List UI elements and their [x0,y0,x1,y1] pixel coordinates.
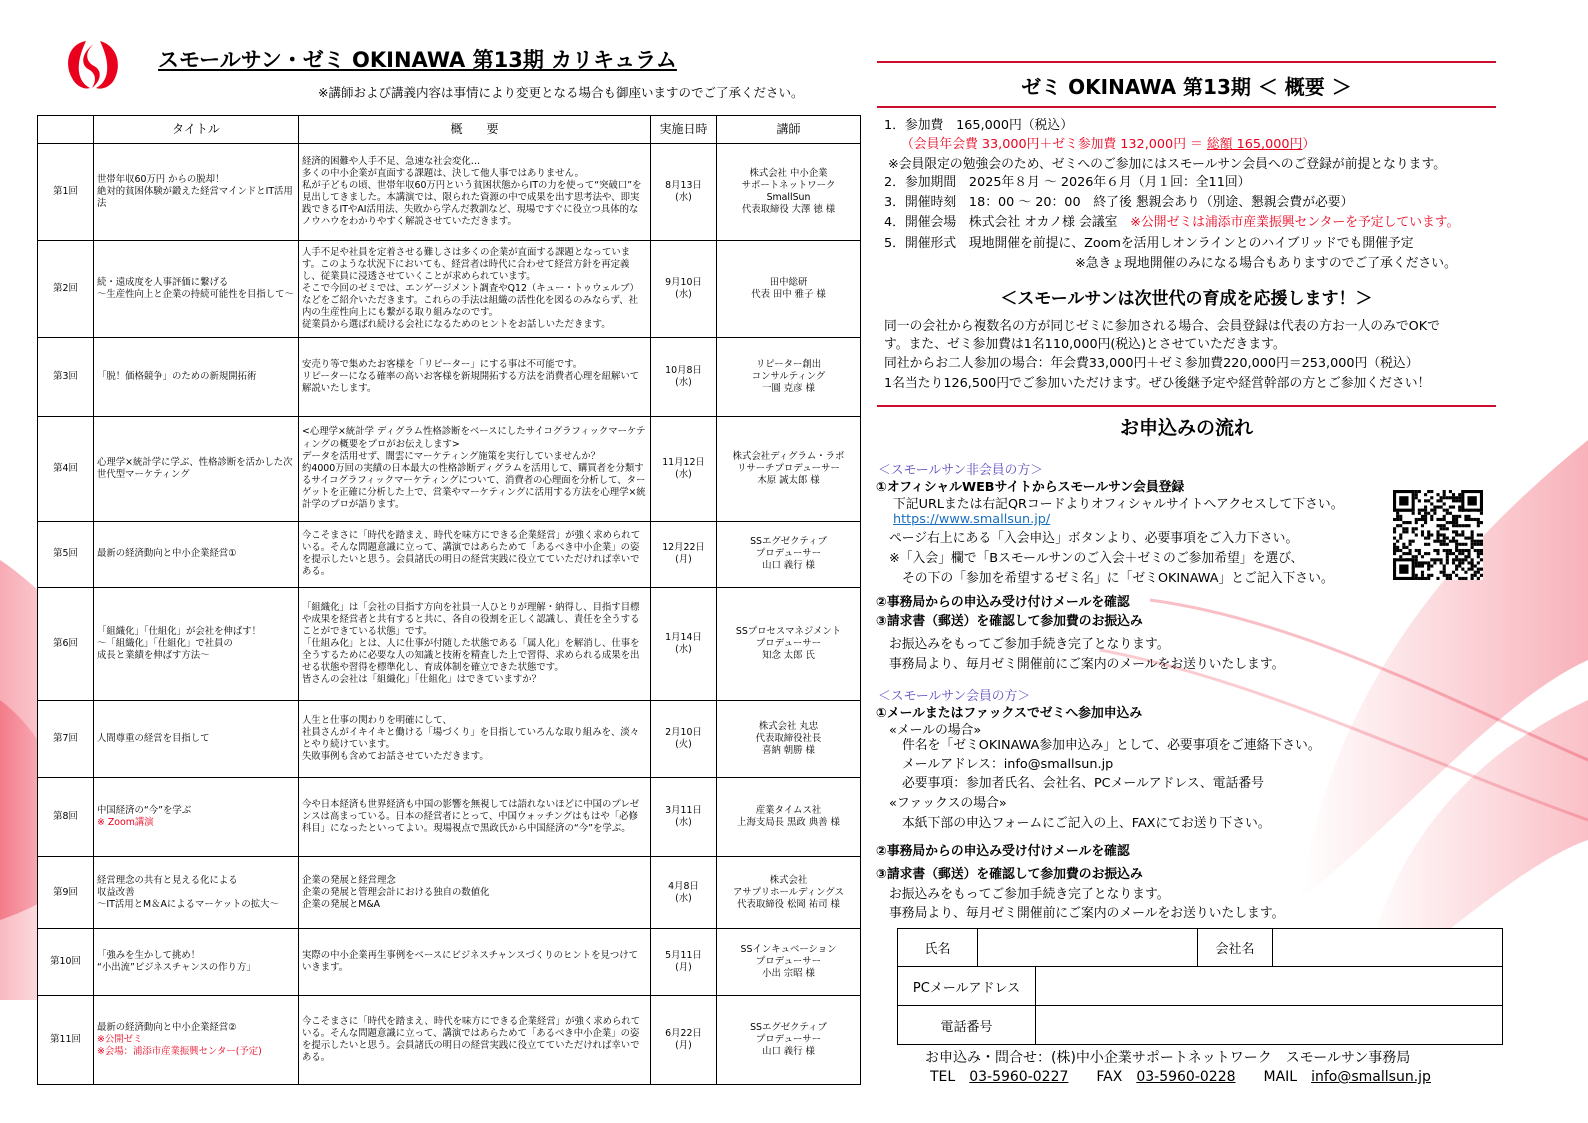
row-date: 8月13日 (水) [651,144,717,241]
row-title-text: 「脱！価格競争」のための新規開拓術 [97,370,257,382]
divider-apply [877,405,1496,407]
row-number: 第4回 [38,416,94,521]
row-summary: 企業の発展と経営理念 企業の発展と管理会計における独自の数値化 企業の発展とM&A [299,856,651,929]
row-number: 第10回 [38,929,94,996]
row-number: 第7回 [38,701,94,778]
form-name-field[interactable] [978,929,1198,967]
row-summary: 経済的困難や人手不足、急速な社会変化… 多くの中小企業が直面する課題は、決して他人事ではありません。 私が子どもの頃、世帯年収60万円という貧困状態からITの力を使って“突破口”を見出してきました。本講演では、限られた資源の中で成果を出す思考法や、即実践できるITやAI活用法、失敗から学んだ教訓など、現場ですぐに役立つ具体的なノウハウをわかりやすく解説させていただきます。 [299,144,651,241]
apply-heading: お申込みの流れ [1119,417,1253,439]
row-speaker: SSインキュベーション プロデューサー 小出 宗昭 様 [717,929,861,996]
member-step-3: ③請求書（郵送）を確認して参加費のお振込み [876,867,1143,882]
member-step-1: ①メールまたはファックスでゼミへ参加申込み [876,706,1143,721]
nonmember-step-3: ③請求書（郵送）を確認して参加費のお振込み [876,614,1143,629]
row-date: 6月22日 (月) [651,996,717,1085]
fee-item: 1．参加費 165,000円（税込） [884,118,1074,133]
contact-line: お申込み・問合せ：(株)中小企業サポートネットワーク スモールサン事務局 [925,1050,1411,1066]
row-number: 第6回 [38,588,94,701]
table-row [38,856,861,929]
member-step-2: ②事務局からの申込み受け付けメールを確認 [876,844,1130,859]
divider-top [877,61,1496,63]
row-date: 2月10日 (火) [651,701,717,778]
smallsun-logo-icon [64,38,122,92]
table-row [38,416,861,521]
table-row [38,521,861,588]
nonmember-step-2: ②事務局からの申込み受け付けメールを確認 [876,595,1130,610]
fee-breakdown: （会員年会費 33,000円＋ゼミ参加費 132,000円 ＝ 総額 165,000円） [901,137,1316,152]
nonmember-step-1c: ※「入会」欄で「Bスモールサンのご入会＋ゼミのご参加希望」を選び、 [889,551,1304,566]
form-email-field[interactable] [1036,967,1503,1006]
nonmember-label: ＜スモールサン非会員の方＞ [878,463,1043,478]
table-row [38,701,861,778]
row-title [94,778,299,857]
format-item: 5．開催形式 現地開催を前提に、Zoomを活用しオンラインとのハイブリッドでも開催予定 [884,236,1414,251]
support-line-1: 同一の会社から複数名の方が同じゼミに参加される場合、会員登録は代表の方お一人のみでOKで [884,319,1440,334]
mail-case-a: 件名を「ゼミOKINAWA参加申込み」として、必要事項をご連絡下さい。 [902,738,1321,753]
support-line-3: 同社からお二人参加の場合：年会費33,000円＋ゼミ参加費220,000円＝253,000円（税込） [884,356,1419,371]
mail-case-b: メールアドレス：info@smallsun.jp [902,757,1114,772]
application-form [897,928,1503,1045]
row-number: 第9回 [38,856,94,929]
form-name-label: 氏名 [898,929,978,967]
row-date: 4月8日 (水) [651,856,717,929]
format-note: ※急きょ現地開催のみになる場合もありますのでご了承ください。 [1075,256,1457,271]
fax-case-label: «ファックスの場合» [889,796,1007,811]
row-speaker: リピーター創出 コンサルティング 一圓 克彦 様 [717,337,861,416]
row-speaker: SSプロセスマネジメント プロデューサー 知念 太郎 氏 [717,588,861,701]
disclaimer-note: ※講師および講義内容は事情により変更となる場合も御座いますのでご了承ください。 [318,85,804,100]
header-summary: 概 要 [299,116,651,144]
row-date: 12月22日 (月) [651,521,717,588]
table-row [38,778,861,857]
divider-overview [877,106,1496,108]
table-header-row [38,116,861,144]
row-title-text: 中国経済の“今”を学ぶ [97,804,192,816]
nonmember-step-1d: その下の「参加を希望するゼミ名」に「ゼミOKINAWA」とご記入下さい。 [902,571,1334,586]
table-row [38,996,861,1085]
row-number: 第2回 [38,240,94,337]
row-title-text: 世帯年収60万円 からの脱却！ 絶対的貧困体験が鍛えた経営マインドとIT活用法 [97,173,293,209]
venue-item: 4．開催会場 株式会社 オカノ様 会議室 ※公開ゼミは浦添市産業振興センターを予定しています。 [884,215,1460,230]
smallsun-url-link[interactable]: https://www.smallsun.jp/ [893,512,1051,527]
table-row [38,337,861,416]
member-step-3a: お振込みをもってご参加手続き完了となります。 [889,887,1170,902]
form-phone-field[interactable] [1036,1006,1503,1045]
row-title [94,521,299,588]
row-title [94,337,299,416]
table-row [38,588,861,701]
header-speaker: 講師 [717,116,861,144]
nonmember-step-1a: 下記URLまたは右記QRコードよりオフィシャルサイトへアクセスして下さい。 [893,497,1344,512]
qr-code-icon [1393,490,1483,580]
row-title-text: 経営理念の共有と見える化による 収益改善 ～IT活用とM＆Aによるマーケットの拡大～ [97,874,279,910]
row-date: 10月8日 (水) [651,337,717,416]
row-speaker: SSエグゼクティブ プロデューサー 山口 義行 様 [717,521,861,588]
nonmember-step-3b: 事務局より、毎月ゼミ開催前にご案内のメールをお送りいたします。 [889,657,1285,672]
curriculum-table [37,115,861,1085]
form-phone-label: 電話番号 [898,1006,1036,1045]
row-summary: 今や日本経済も世界経済も中国の影響を無視しては語れないほどに中国のプレゼンスは高まっている。日本の経営者にとって、中国ウォッチングはもはや「必修科目」になったといってよい。現場視点で黒政氏から中国経済の“今”を学ぶ。 [299,778,651,857]
member-step-3b: 事務局より、毎月ゼミ開催前にご案内のメールをお送りいたします。 [889,906,1285,921]
table-row [38,929,861,996]
row-title-note: ※公開ゼミ ※会場：浦添市産業振興センター(予定) [97,1034,262,1058]
form-company-field[interactable] [1273,929,1503,967]
period-item: 2．参加期間 2025年８月 ～ 2026年６月（月１回：全11回） [884,175,1251,190]
row-title-note: ※ Zoom講演 [97,816,154,828]
row-summary: <心理学×統計学 ディグラム性格診断をベースにしたサイコグラフィックマーケティングの概要をプロがお伝えします> データを活用せず、闇雲にマーケティング施策を実行していませんか？ 約4000万回の実績の日本最大の性格診断ディグラムを活用して、購買者を分類するサイコグラフィックマーケティングについて、消費者の心理面を分析して、ターゲットを正確に分析した上で、営業やマーケティングに活用する方法を心理学×統計学のプロが語ります。 [299,416,651,521]
row-summary: 人手不足や社員を定着させる難しさは多くの企業が直面する課題となっています。このような状況下においても、経営者は時代に合わせて経営方針を再定義し、従業員に浸透させていくことが求められています。 そこで今回のゼミでは、エンゲージメント調査やQ12（キュー・トゥウェルブ）などをご紹介いただきます。これらの手法は組織の活性化を図るのみならず、社内の生産性向上にも繋がる取り組みなのです。 従業員から選ばれ続ける会社になるためのヒントをお話しいただきます。 [299,240,651,337]
row-summary: 実際の中小企業再生事例をベースにビジネスチャンスづくりのヒントを見つけていきます。 [299,929,651,996]
overview-heading: ゼミ OKINAWA 第13期 ＜ 概要 ＞ [1021,75,1352,99]
row-date: 3月11日 (水) [651,778,717,857]
contact-mail[interactable]: info@smallsun.jp [1311,1069,1431,1085]
row-title [94,701,299,778]
row-summary: 人生と仕事の関わりを明確にして、 社員さんがイキイキと働ける「場づくり」を目指していろんな取り組みを、淡々とやり続けています。 失敗事例も含めてお話させていただきます。 [299,701,651,778]
header-title: タイトル [94,116,299,144]
mail-case-c: 必要事項：参加者氏名、会社名、PCメールアドレス、電話番号 [902,776,1264,791]
row-title [94,240,299,337]
row-title-text: 心理学×統計学に学ぶ、性格診断を活かした次世代型マーケティング [97,456,293,480]
row-title [94,929,299,996]
row-number: 第3回 [38,337,94,416]
row-title [94,996,299,1085]
row-summary: 今こそまさに「時代を踏まえ、時代を味方にできる企業経営」が強く求められている。そんな問題意識に立って、講演ではあらためて「あるべき中小企業」の姿を提示したいと思う。会員諸氏の明日の経営実践に役立てていただければ幸いである。 [299,996,651,1085]
row-summary: 安売り等で集めたお客様を「リピーター」にする事は不可能です。 リピーターになる確率の高いお客様を新規開拓する方法を消費者心理を紐解いて解説いたします。 [299,337,651,416]
row-speaker: 田中総研 代表 田中 雅子 様 [717,240,861,337]
row-title-text: 「組織化」「仕組化」が会社を伸ばす！ ～「組織化」「仕組化」で社員の 成長と業績を伸ばす方法～ [97,626,262,662]
row-speaker: 株式会社 丸忠 代表取締役社長 喜納 朝勝 様 [717,701,861,778]
support-heading: ＜スモールサンは次世代の育成を応援します！＞ [1000,289,1373,309]
time-item: 3．開催時刻 18：00 ～ 20：00 終了後 懇親会あり（別途、懇親会費が必要） [884,195,1354,210]
support-line-4: 1名当たり126,500円でご参加いただけます。ぜひ後継予定や経営幹部の方とご参加ください！ [884,376,1431,391]
row-speaker: 株式会社 中小企業 サポートネットワーク SmallSun 代表取締役 大澤 徳 様 [717,144,861,241]
contact-tel[interactable]: 03-5960-0227 [969,1069,1069,1085]
row-summary: 「組織化」は「会社の目指す方向を社員一人ひとりが理解・納得し、目指す目標や成果を経営者と共有すると共に、各自の役割を正しく認識し、責任を全うすることができている状態」です。 「仕組み化」とは、人に仕事が付随した状態である「属人化」を解消し、仕事を全うするために必要な人の知識と技術を精査した上で習得、求められる成果を出せる状態や習得を標準化し、育成体制を確立できた状態です。 皆さんの会社は「組織化」「仕組化」はできていますか？ [299,588,651,701]
page-title: スモールサン・ゼミ OKINAWA 第13期 カリキュラム [158,48,677,72]
nonmember-step-3a: お振込みをもってご参加手続き完了となります。 [889,637,1170,652]
row-title-text: 人間尊重の経営を目指して [97,733,210,745]
contact-fax[interactable]: 03-5960-0228 [1136,1069,1236,1085]
row-number: 第5回 [38,521,94,588]
row-speaker: 産業タイムス社 上海支局長 黒政 典善 様 [717,778,861,857]
row-date: 5月11日 (月) [651,929,717,996]
contact-numbers: TEL 03-5960-0227 FAX 03-5960-0228 MAIL info@smallsun.jp [930,1069,1431,1085]
header-no [38,116,94,144]
nonmember-step-1b: ページ右上にある「入会申込」ボタンより、必要事項をご入力下さい。 [889,531,1299,546]
row-title [94,416,299,521]
row-title-text: 最新の経済動向と中小企業経営② [97,1021,237,1033]
row-title [94,144,299,241]
row-title-text: 「強みを生かして挑め！ “小出流”ビジネスチャンスの作り方」 [97,950,256,974]
table-row [38,240,861,337]
row-date: 11月12日 (水) [651,416,717,521]
member-label: ＜スモールサン会員の方＞ [878,689,1031,704]
row-title [94,856,299,929]
table-row [38,144,861,241]
row-number: 第1回 [38,144,94,241]
row-date: 9月10日 (水) [651,240,717,337]
member-note: ※会員限定の勉強会のため、ゼミへのご参加にはスモールサン会員へのご登録が前提となります。 [888,157,1447,172]
nonmember-step-1: ①オフィシャルWEBサイトからスモールサン会員登録 [876,480,1185,495]
row-number: 第11回 [38,996,94,1085]
row-title-text: 最新の経済動向と中小企業経営① [97,548,237,560]
mail-case-label: «メールの場合» [889,723,982,738]
row-date: 1月14日 (水) [651,588,717,701]
form-company-label: 会社名 [1198,929,1273,967]
form-email-label: PCメールアドレス [898,967,1036,1006]
row-title-text: 続・遠成度を人事評価に繋げる ～生産性向上と企業の持続可能性を目指して～ [97,276,294,300]
row-number: 第8回 [38,778,94,857]
row-summary: 今こそまさに「時代を踏まえ、時代を味方にできる企業経営」が強く求められている。そんな問題意識に立って、講演ではあらためて「あるべき中小企業」の姿を提示したいと思う。会員諸氏の明日の経営実践に役立てていただければ幸いである。 [299,521,651,588]
support-line-2: す。また、ゼミ参加費は1名110,000円(税込)とさせていただきます。 [884,337,1286,352]
row-title [94,588,299,701]
row-speaker: SSエグゼクティブ プロデューサー 山口 義行 様 [717,996,861,1085]
fax-case-a: 本紙下部の申込フォームにご記入の上、FAXにてお送り下さい。 [902,816,1271,831]
row-speaker: 株式会社 アサプリホールディングス 代表取締役 松岡 祐司 様 [717,856,861,929]
row-speaker: 株式会社ディグラム・ラボ リサーチプロデューサー 木原 誠太郎 様 [717,416,861,521]
header-date: 実施日時 [651,116,717,144]
